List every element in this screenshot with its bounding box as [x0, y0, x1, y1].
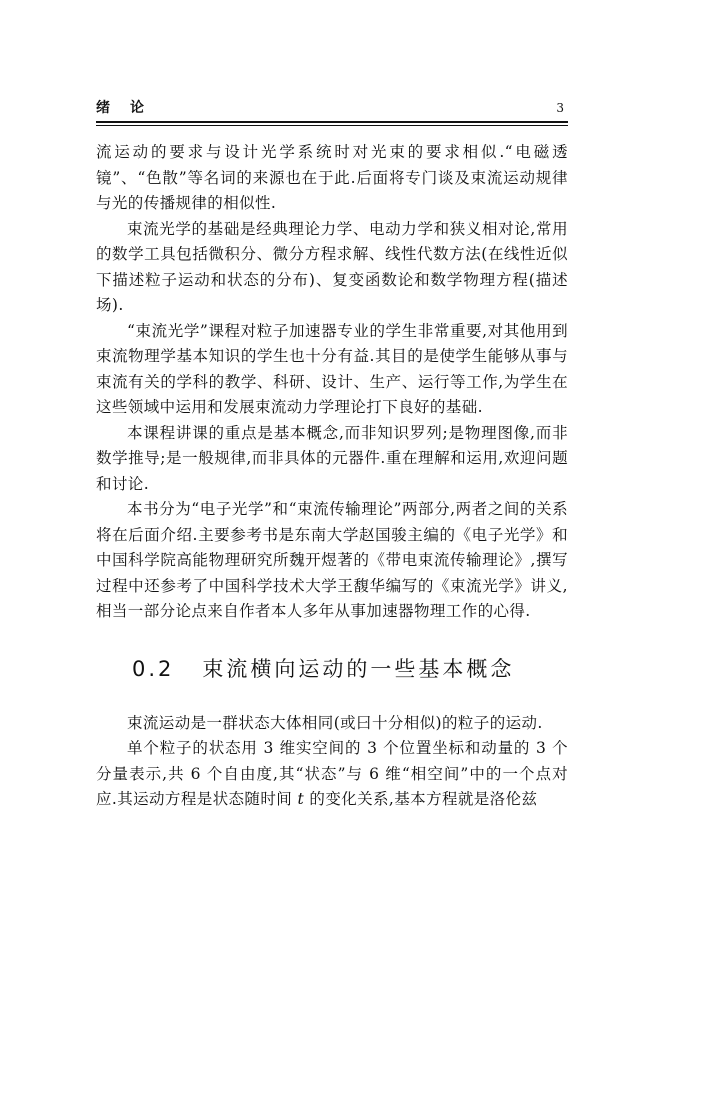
page-number: 3 — [556, 101, 564, 115]
body-text — [96, 140, 568, 813]
section-heading — [132, 653, 568, 685]
particle-state-text: 单个粒子的状态用 3 维实空间的 3 个位置坐标和动量的 3 个分量表示,共 6 个自由度,其“状态”与 6 维“相空间”中的一个点对应.其运动方程是状态随时间 — [96, 739, 568, 808]
paragraph-book-structure: 本书分为“电子光学”和“束流传输理论”两部分,两者之间的关系将在后面介绍.主要参考书是东南大学赵国骏主编的《电子光学》和中国科学院高能物理研究所魏开煜著的《带电束流传输理论》,撰写过程中还参考了中国科学技术大学王馥华编写的《束流光学》讲义,相当一部分论点来自作者本人多年从事加速器物理工作的心得. — [96, 500, 568, 620]
paragraph-beam-motion-definition: 束流运动是一群状态大体相同(或曰十分相似)的粒子的运动. — [127, 713, 543, 732]
paragraph-electromagnetic-lens: 流运动的要求与设计光学系统时对光束的要求相似.“电磁透镜”、“色散”等名词的来源也在于此.后面将专门谈及束流运动规律与光的传播规律的相似性. — [96, 143, 568, 212]
section-title: 束流横向运动的一些基本概念 — [202, 656, 515, 681]
paragraph-teaching-focus: 本课程讲课的重点是基本概念,而非知识罗列;是物理图像,而非数学推导;是一般规律,而非具体的元器件.重在理解和运用,欢迎问题和讨论. — [96, 423, 568, 493]
header-rule-thin — [96, 125, 568, 126]
particle-state-text-end: 的变化关系,基本方程就是洛伦兹 — [304, 790, 538, 808]
time-variable: t — [297, 790, 305, 808]
running-header — [96, 99, 566, 121]
section-number: 0.2 — [132, 656, 175, 681]
paragraph-beam-optics-foundations: 束流光学的基础是经典理论力学、电动力学和狭义相对论,常用的数学工具包括微积分、微分方程求解、线性代数方法(在线性近似下描述粒子运动和状态的分布)、复变函数论和数学物理方程(描述场). — [96, 219, 568, 314]
running-header-title: 绪论 — [96, 100, 164, 116]
header-rule-thick — [96, 121, 568, 123]
paragraph-particle-state — [96, 736, 568, 813]
paragraph-course-importance: “束流光学”课程对粒子加速器专业的学生非常重要,对其他用到束流物理学基本知识的学生也十分有益.其目的是使学生能够从事与束流有关的学科的教学、科研、设计、生产、运行等工作,为学生在这些领域中运用和发展束流动力学理论打下良好的基础. — [96, 321, 568, 416]
